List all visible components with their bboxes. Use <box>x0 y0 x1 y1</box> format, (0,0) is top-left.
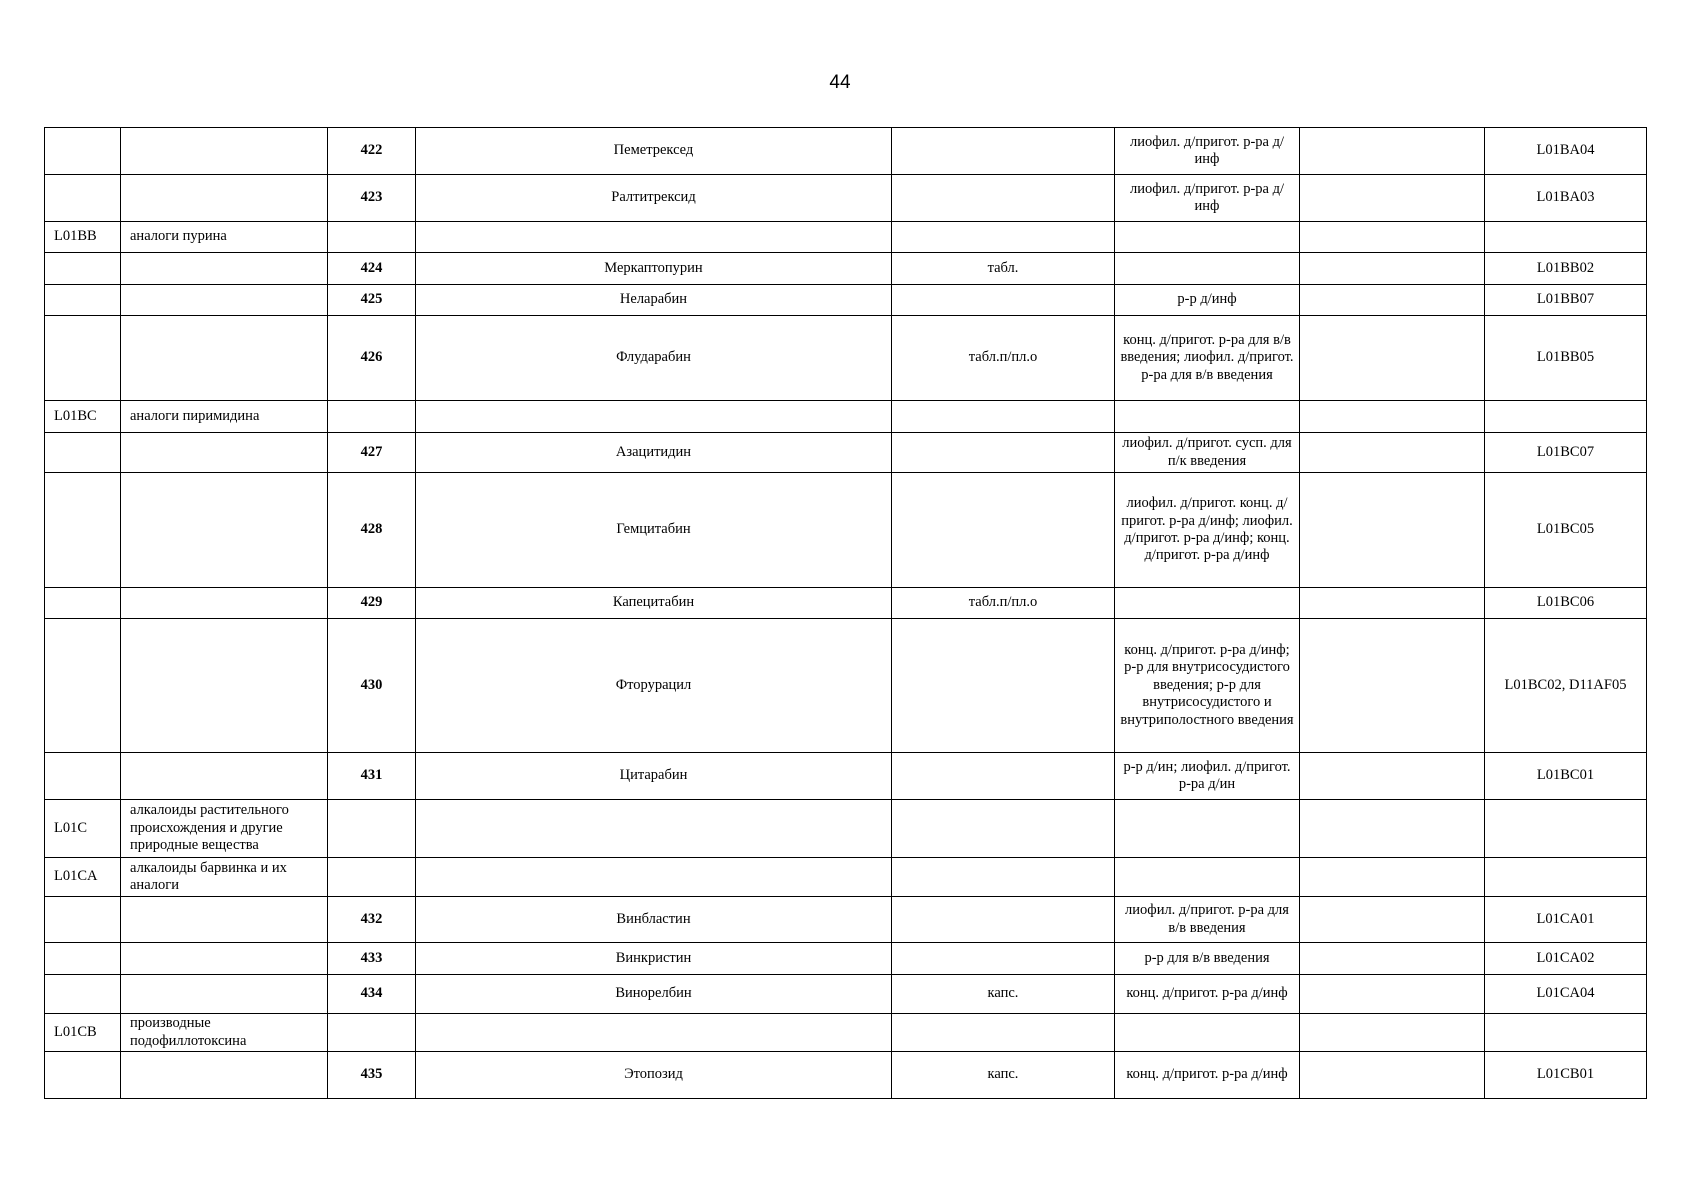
table-row <box>45 433 1647 473</box>
other-form-cell <box>1300 800 1485 858</box>
injection-form-cell: конц. д/пригот. р-ра д/инф; р-р для внутрисосудистого введения; р-р для внутрисосудистого и внутриполостного введения <box>1115 619 1300 753</box>
injection-form-cell: лиофил. д/пригот. р-ра для в/в введения <box>1115 897 1300 943</box>
other-form-cell <box>1300 943 1485 975</box>
atc-code-cell <box>1485 1014 1647 1052</box>
other-form-cell <box>1300 401 1485 433</box>
atc-code-cell <box>1485 800 1647 858</box>
atc-group-code-cell: L01BC <box>45 401 121 433</box>
item-number-cell: 430 <box>328 619 416 753</box>
table-row <box>45 316 1647 401</box>
atc-code-cell: L01BB02 <box>1485 253 1647 285</box>
atc-group-code-cell <box>45 473 121 588</box>
drug-name-cell: Неларабин <box>416 285 892 316</box>
drug-name-cell: Флударабин <box>416 316 892 401</box>
injection-form-cell: р-р для в/в введения <box>1115 943 1300 975</box>
item-number-cell: 424 <box>328 253 416 285</box>
atc-group-name-cell <box>121 285 328 316</box>
drug-name-cell: Гемцитабин <box>416 473 892 588</box>
table-row <box>45 222 1647 253</box>
atc-group-code-cell <box>45 433 121 473</box>
drug-name-cell: Винбластин <box>416 897 892 943</box>
injection-form-cell <box>1115 1014 1300 1052</box>
drug-name-cell: Азацитидин <box>416 433 892 473</box>
drug-name-cell: Винкристин <box>416 943 892 975</box>
atc-code-cell <box>1485 401 1647 433</box>
atc-code-cell: L01BC06 <box>1485 588 1647 619</box>
item-number-cell <box>328 401 416 433</box>
item-number-cell: 427 <box>328 433 416 473</box>
atc-group-code-cell: L01C <box>45 800 121 858</box>
atc-group-name-cell <box>121 253 328 285</box>
item-number-cell: 425 <box>328 285 416 316</box>
other-form-cell <box>1300 128 1485 175</box>
injection-form-cell: конц. д/пригот. р-ра д/инф <box>1115 1052 1300 1099</box>
drug-name-cell: Фторурацил <box>416 619 892 753</box>
atc-group-name-cell <box>121 473 328 588</box>
table-row <box>45 128 1647 175</box>
oral-form-cell <box>892 222 1115 253</box>
atc-code-cell: L01CB01 <box>1485 1052 1647 1099</box>
drug-name-cell: Цитарабин <box>416 753 892 800</box>
oral-form-cell <box>892 619 1115 753</box>
item-number-cell: 434 <box>328 975 416 1014</box>
other-form-cell <box>1300 619 1485 753</box>
atc-group-name-cell <box>121 128 328 175</box>
atc-group-code-cell: L01BB <box>45 222 121 253</box>
drug-name-cell: Ралтитрексид <box>416 175 892 222</box>
oral-form-cell <box>892 401 1115 433</box>
injection-form-cell <box>1115 858 1300 897</box>
oral-form-cell <box>892 753 1115 800</box>
oral-form-cell <box>892 128 1115 175</box>
atc-group-code-cell <box>45 128 121 175</box>
other-form-cell <box>1300 253 1485 285</box>
atc-code-cell: L01CA01 <box>1485 897 1647 943</box>
table-row <box>45 175 1647 222</box>
item-number-cell: 432 <box>328 897 416 943</box>
atc-group-name-cell <box>121 753 328 800</box>
oral-form-cell <box>892 285 1115 316</box>
table-body <box>45 128 1647 1099</box>
table-row <box>45 473 1647 588</box>
injection-form-cell: лиофил. д/пригот. р-ра д/инф <box>1115 175 1300 222</box>
atc-code-cell: L01CA02 <box>1485 943 1647 975</box>
injection-form-cell <box>1115 800 1300 858</box>
atc-group-name-cell: аналоги пурина <box>121 222 328 253</box>
injection-form-cell: лиофил. д/пригот. сусп. для п/к введения <box>1115 433 1300 473</box>
injection-form-cell <box>1115 253 1300 285</box>
oral-form-cell <box>892 800 1115 858</box>
oral-form-cell: капс. <box>892 1052 1115 1099</box>
atc-group-code-cell <box>45 285 121 316</box>
other-form-cell <box>1300 897 1485 943</box>
item-number-cell: 428 <box>328 473 416 588</box>
atc-code-cell <box>1485 858 1647 897</box>
oral-form-cell <box>892 858 1115 897</box>
oral-form-cell <box>892 1014 1115 1052</box>
oral-form-cell: табл.п/пл.о <box>892 588 1115 619</box>
atc-group-code-cell: L01CB <box>45 1014 121 1052</box>
atc-code-cell: L01BC05 <box>1485 473 1647 588</box>
atc-group-name-cell <box>121 588 328 619</box>
atc-group-name-cell <box>121 316 328 401</box>
table-row <box>45 897 1647 943</box>
table-row <box>45 753 1647 800</box>
table-row <box>45 588 1647 619</box>
atc-code-cell: L01BC02, D11AF05 <box>1485 619 1647 753</box>
atc-group-name-cell <box>121 433 328 473</box>
atc-group-code-cell: L01CA <box>45 858 121 897</box>
other-form-cell <box>1300 1014 1485 1052</box>
injection-form-cell: р-р д/ин; лиофил. д/пригот. р-ра д/ин <box>1115 753 1300 800</box>
item-number-cell: 423 <box>328 175 416 222</box>
other-form-cell <box>1300 588 1485 619</box>
atc-code-cell: L01BA04 <box>1485 128 1647 175</box>
atc-group-code-cell <box>45 897 121 943</box>
injection-form-cell <box>1115 222 1300 253</box>
atc-group-name-cell <box>121 619 328 753</box>
other-form-cell <box>1300 1052 1485 1099</box>
item-number-cell: 422 <box>328 128 416 175</box>
drug-name-cell: Винорелбин <box>416 975 892 1014</box>
drug-table <box>44 127 1647 1099</box>
injection-form-cell: р-р д/инф <box>1115 285 1300 316</box>
drug-name-cell <box>416 800 892 858</box>
atc-group-code-cell <box>45 253 121 285</box>
atc-group-code-cell <box>45 619 121 753</box>
atc-group-code-cell <box>45 975 121 1014</box>
atc-code-cell: L01CA04 <box>1485 975 1647 1014</box>
oral-form-cell <box>892 943 1115 975</box>
atc-group-code-cell <box>45 753 121 800</box>
table-row <box>45 975 1647 1014</box>
drug-name-cell <box>416 1014 892 1052</box>
other-form-cell <box>1300 753 1485 800</box>
drug-name-cell <box>416 401 892 433</box>
item-number-cell <box>328 222 416 253</box>
other-form-cell <box>1300 285 1485 316</box>
other-form-cell <box>1300 175 1485 222</box>
atc-group-code-cell <box>45 316 121 401</box>
item-number-cell: 431 <box>328 753 416 800</box>
oral-form-cell <box>892 473 1115 588</box>
table-row <box>45 401 1647 433</box>
oral-form-cell <box>892 897 1115 943</box>
injection-form-cell: конц. д/пригот. р-ра для в/в введения; лиофил. д/пригот. р-ра для в/в введения <box>1115 316 1300 401</box>
injection-form-cell <box>1115 588 1300 619</box>
table-row <box>45 1014 1647 1052</box>
item-number-cell <box>328 800 416 858</box>
page-number: 44 <box>829 72 851 93</box>
atc-group-code-cell <box>45 943 121 975</box>
item-number-cell: 426 <box>328 316 416 401</box>
oral-form-cell <box>892 433 1115 473</box>
injection-form-cell: лиофил. д/пригот. конц. д/пригот. р-ра д/инф; лиофил. д/пригот. р-ра д/инф; конц. д/пригот. р-ра д/инф <box>1115 473 1300 588</box>
other-form-cell <box>1300 975 1485 1014</box>
atc-code-cell: L01BB07 <box>1485 285 1647 316</box>
other-form-cell <box>1300 433 1485 473</box>
drug-name-cell: Меркаптопурин <box>416 253 892 285</box>
item-number-cell: 435 <box>328 1052 416 1099</box>
item-number-cell: 433 <box>328 943 416 975</box>
atc-group-name-cell: производные подофиллотоксина <box>121 1014 328 1052</box>
drug-name-cell: Этопозид <box>416 1052 892 1099</box>
other-form-cell <box>1300 473 1485 588</box>
atc-group-name-cell: алкалоиды растительного происхождения и другие природные вещества <box>121 800 328 858</box>
atc-group-code-cell <box>45 1052 121 1099</box>
oral-form-cell <box>892 175 1115 222</box>
oral-form-cell: капс. <box>892 975 1115 1014</box>
atc-group-name-cell <box>121 1052 328 1099</box>
table-row <box>45 253 1647 285</box>
drug-name-cell <box>416 858 892 897</box>
table-row <box>45 943 1647 975</box>
atc-group-name-cell <box>121 943 328 975</box>
item-number-cell: 429 <box>328 588 416 619</box>
atc-group-code-cell <box>45 588 121 619</box>
atc-group-name-cell <box>121 897 328 943</box>
atc-group-code-cell <box>45 175 121 222</box>
oral-form-cell: табл. <box>892 253 1115 285</box>
injection-form-cell <box>1115 401 1300 433</box>
other-form-cell <box>1300 222 1485 253</box>
atc-group-name-cell: алкалоиды барвинка и их аналоги <box>121 858 328 897</box>
table-row <box>45 858 1647 897</box>
atc-code-cell <box>1485 222 1647 253</box>
table-row <box>45 1052 1647 1099</box>
item-number-cell <box>328 858 416 897</box>
atc-code-cell: L01BC01 <box>1485 753 1647 800</box>
atc-group-name-cell: аналоги пиримидина <box>121 401 328 433</box>
item-number-cell <box>328 1014 416 1052</box>
table-row <box>45 285 1647 316</box>
other-form-cell <box>1300 858 1485 897</box>
injection-form-cell: лиофил. д/пригот. р-ра д/инф <box>1115 128 1300 175</box>
drug-name-cell <box>416 222 892 253</box>
drug-name-cell: Капецитабин <box>416 588 892 619</box>
oral-form-cell: табл.п/пл.о <box>892 316 1115 401</box>
table-row <box>45 619 1647 753</box>
atc-group-name-cell <box>121 975 328 1014</box>
injection-form-cell: конц. д/пригот. р-ра д/инф <box>1115 975 1300 1014</box>
atc-code-cell: L01BA03 <box>1485 175 1647 222</box>
atc-code-cell: L01BC07 <box>1485 433 1647 473</box>
table-row <box>45 800 1647 858</box>
other-form-cell <box>1300 316 1485 401</box>
atc-group-name-cell <box>121 175 328 222</box>
drug-name-cell: Пеметрексед <box>416 128 892 175</box>
atc-code-cell: L01BB05 <box>1485 316 1647 401</box>
